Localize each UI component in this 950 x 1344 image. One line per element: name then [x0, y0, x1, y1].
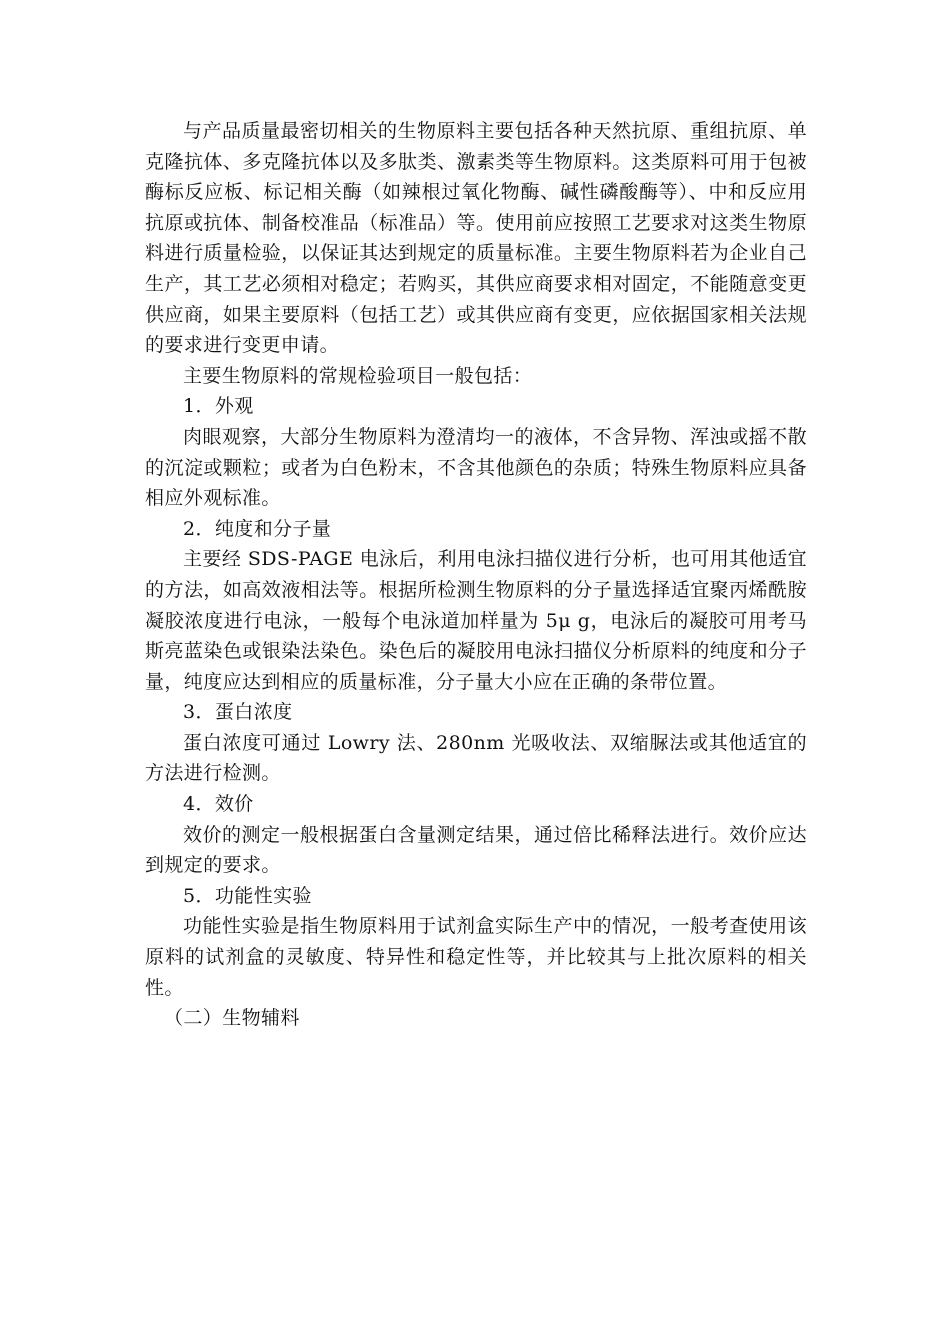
document-page — [145, 116, 807, 1034]
paragraph-functional-test: 功能性实验是指生物原料用于试剂盒实际生产中的情况，一般考查使用该原料的试剂盒的灵敏度、特异性和稳定性等，并比较其与上批次原料的相关性。 — [145, 915, 807, 999]
heading-protein-concentration: 3．蛋白浓度 — [183, 701, 293, 724]
heading-appearance: 1．外观 — [183, 395, 254, 418]
paragraph-purity-molecular-weight: 主要经 SDS-PAGE 电泳后，利用电泳扫描仪进行分析，也可用其他适宜的方法，如高效液相法等。根据所检测生物原料的分子量选择适宜聚丙烯酰胺凝胶浓度进行电泳，一般每个电泳道加样量为 5μ g，电泳后的凝胶可用考马斯亮蓝染色或银染法染色。染色后的凝胶用电泳扫描仪分析原料的纯度和分子量，纯度应达到相应的质量标准，分子量大小应在正确的条带位置。 — [145, 548, 807, 693]
paragraph-protein-concentration: 蛋白浓度可通过 Lowry 法、280nm 光吸收法、双缩脲法或其他适宜的方法进行检测。 — [145, 731, 807, 785]
paragraph-raw-materials-intro: 与产品质量最密切相关的生物原料主要包括各种天然抗原、重组抗原、单克隆抗体、多克隆抗体以及多肽类、激素类等生物原料。这类原料可用于包被酶标反应板、标记相关酶（如辣根过氧化物酶、碱性磷酸酶等）、中和反应用抗原或抗体、制备校准品（标准品）等。使用前应按照工艺要求对这类生物原料进行质量检验，以保证其达到规定的质量标准。主要生物原料若为企业自己生产，其工艺必须相对稳定；若购买，其供应商要求相对固定，不能随意变更供应商，如果主要原料（包括工艺）或其供应商有变更，应依据国家相关法规的要求进行变更申请。 — [145, 120, 807, 357]
paragraph-inspection-items-intro: 主要生物原料的常规检验项目一般包括： — [183, 364, 533, 387]
heading-biological-excipients: （二）生物辅料 — [164, 1007, 300, 1030]
heading-functional-test: 5．功能性实验 — [183, 884, 312, 907]
heading-titer: 4．效价 — [183, 793, 254, 816]
paragraph-titer: 效价的测定一般根据蛋白含量测定结果，通过倍比稀释法进行。效价应达到规定的要求。 — [145, 823, 807, 877]
heading-purity-molecular-weight: 2．纯度和分子量 — [183, 517, 332, 540]
paragraph-appearance: 肉眼观察，大部分生物原料为澄清均一的液体，不含异物、浑浊或摇不散的沉淀或颗粒；或者为白色粉末，不含其他颜色的杂质；特殊生物原料应具备相应外观标准。 — [145, 425, 807, 510]
